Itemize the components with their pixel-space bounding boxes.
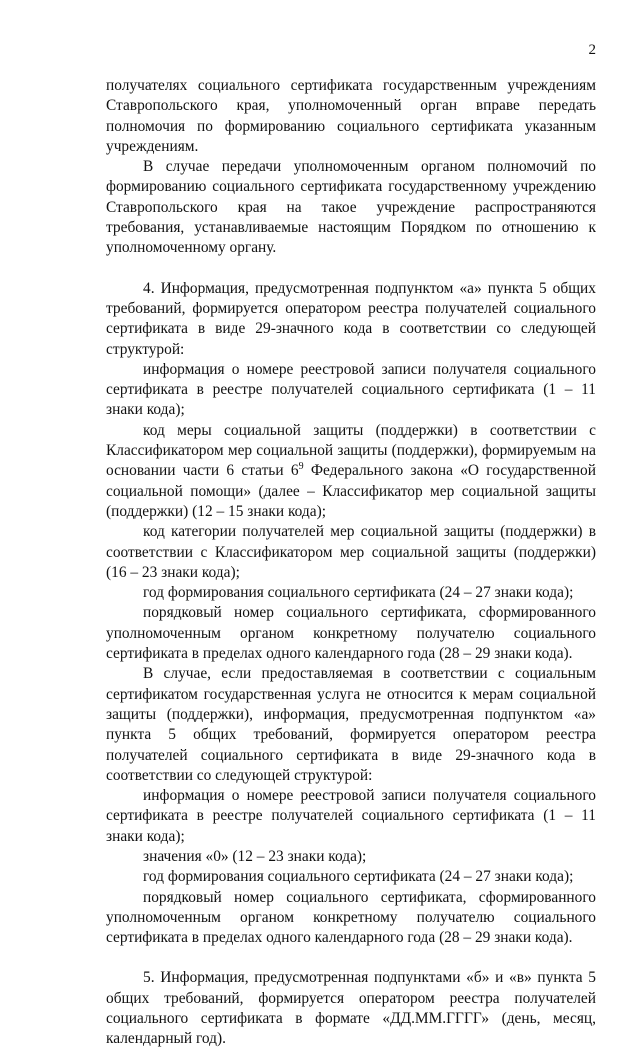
paragraph-continuation: получателях социального сертификата государственным учреждениям Ставропольского края, уполномоченный орган вправе передать полномочия по формированию социального сертификата указанным учреждениям. (106, 77, 596, 155)
alt-code-record-number: информация о номере реестровой записи получателя социального сертификата в реестре получателей социального сертификата (1 – 11 знаки кода); (106, 787, 596, 845)
paragraph-item-4: 4. Информация, предусмотренная подпунктом «а» пункта 5 общих требований, формируется оператором реестра получателей социального сертификата в виде 29-значного кода в соответствии со следующей структурой: (106, 279, 596, 358)
code-structure-record-number: информация о номере реестровой записи получателя социального сертификата в реестре получателей социального сертификата (1 – 11 знаки кода); (106, 360, 596, 419)
code-structure-year: год формирования социального сертификата (24 – 27 знаки кода); (143, 584, 574, 602)
measure-code-text: код меры социальной защиты (поддержки) в соответствии с Классификатором мер социальной защиты (поддержки), формируемым на основании части 6 статьи 6 (106, 421, 596, 480)
paragraph-non-social-service: В случае, если предоставляемая в соответствии с социальным сертификатом государственная услуга не относится к мерам социальной защиты (поддержки), информация, предусмотренная подпунктом «а» пункта 5 общих требований, формируется оператором реестра получателей социального сертификата в виде 29-значного кода в соответствии со следующей структурой: (106, 665, 596, 784)
paragraph-item-5: 5. Информация, предусмотренная подпунктами «б» и «в» пункта 5 общих требований, формируется оператором реестра получателей социального сертификата в формате «ДД.ММ.ГГГГ» (день, месяц, календарный год). (106, 969, 596, 1048)
measure-code-text-cont: Федерального закона «О государственной социальной помощи» (далее – Классификатор мер социальной защиты (поддержки) (12 – 15 знаки кода); (106, 462, 596, 520)
alt-code-sequence: порядковый номер социального сертификата, сформированного уполномоченным органом конкретному получателю социального сертификата в пределах одного календарного года (28 – 29 знаки кода). (106, 888, 596, 947)
page-number: 2 (588, 42, 596, 58)
document-body (106, 76, 596, 1050)
code-structure-sequence: порядковый номер социального сертификата, сформированного уполномоченным органом конкретному получателю социального сертификата в пределах одного календарного года (28 – 29 знаки кода). (106, 604, 596, 663)
paragraph-gap (106, 259, 596, 279)
alt-code-year: год формирования социального сертификата (24 – 27 знаки кода); (143, 868, 574, 886)
paragraph-delegation: В случае передачи уполномоченным органом полномочий по формированию социального сертификата государственному учреждению Ставропольского края на такое учреждение распространяются требования, устанавливаемые настоящим Порядком по отношению к уполномоченному органу. (106, 158, 596, 257)
alt-code-zeros: значения «0» (12 – 23 знаки кода); (143, 847, 367, 865)
code-structure-measure-code (106, 421, 596, 522)
paragraph-gap (106, 948, 596, 968)
article-superscript: 9 (298, 461, 304, 473)
code-structure-category-code: код категории получателей мер социальной защиты (поддержки) в соответствии с Классификатором мер социальной защиты (поддержки) (16 – 23 знаки кода); (106, 523, 596, 581)
